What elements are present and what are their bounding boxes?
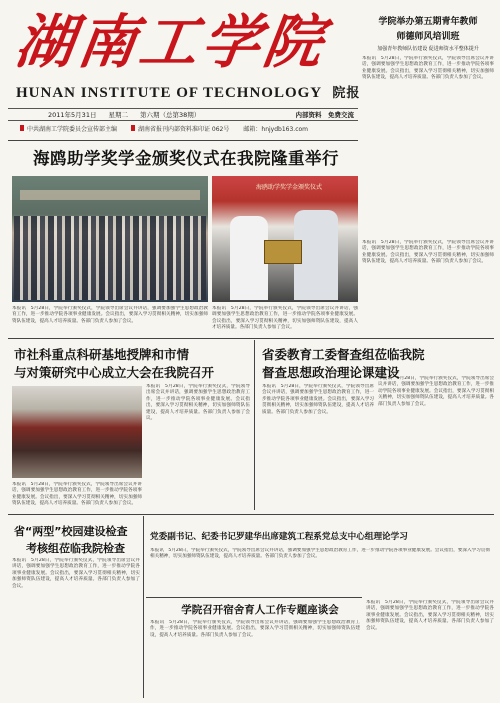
article4-body: 本报讯 5月28日，学院举行颁奖仪式，学院领导出席会议并讲话，强调要加强学生思想政治教育工作，进一步推动学院各项事业健康发展。会议指出，要深入学习贯彻相关精神，切实加强师资队伍建设，提高人才培养质量。各部门负责人参加了会议。: [12, 558, 140, 589]
group-photo: [12, 176, 208, 302]
article3-body-left: 本报讯 5月28日，学院举行颁奖仪式，学院领导出席会议并讲话，强调要加强学生思想政治教育工作，进一步推动学院各项事业健康发展。会议指出，要深入学习贯彻相关精神，切实加强师资队伍建设，提高人才培养质量。各部门负责人参加了会议。: [262, 384, 374, 415]
divider: [8, 514, 494, 515]
article5-title: 党委副书记、纪委书记罗建华出席建筑工程系党总支中心组理论学习: [150, 532, 408, 542]
serial-text: 湖南省报刊内部资料准印证 062号: [131, 124, 229, 133]
divider: [8, 140, 358, 141]
sponsor-text: 中共湖南工学院委员会宣传部主编: [20, 124, 117, 133]
sidebar-title-line1: 学院举办第五期青年教师: [378, 17, 478, 27]
main-headline: 海鸥助学奖学金颁奖仪式在我院隆重举行: [33, 149, 339, 168]
article5-continued-body: 本报讯 5月28日，学院举行颁奖仪式，学院领导出席会议并讲话，强调要加强学生思想政治教育工作，进一步推动学院各项事业健康发展。会议指出，要深入学习贯彻相关精神，切实加强师资队伍建设，提高人才培养质量。各部门负责人参加了会议。: [366, 600, 494, 631]
article4-title-line1: 省“两型”校园建设检查: [14, 525, 128, 538]
email-text: 邮箱：hnjydb163.com: [243, 125, 309, 133]
award-photo: 海鸥助学奖学金颁奖仪式: [212, 176, 358, 302]
group-photo-caption: 本报讯 5月28日，学院举行颁奖仪式，学院领导出席会议并讲话，强调要加强学生思想政治教育工作，进一步推动学院各项事业健康发展。会议指出，要深入学习贯彻相关精神，切实加强师资队伍建设，提高人才培养质量。各部门负责人参加了会议。: [12, 306, 208, 324]
article2-body: 本报讯 5月28日，学院举行颁奖仪式，学院领导出席会议并讲话，强调要加强学生思想政治教育工作，进一步推动学院各项事业健康发展。会议指出，要深入学习贯彻相关精神，切实加强师资队伍建设，提高人才培养质量。各部门负责人参加了会议。: [146, 384, 250, 422]
red-marker-icon: [20, 125, 24, 131]
internal-note: 内部资料 免费交流: [295, 111, 354, 119]
divider: [146, 597, 362, 598]
weekday: 星期二: [108, 111, 128, 119]
column-divider: [254, 340, 255, 510]
article2-title-line1: 市社科重点科研基地授牌和市情: [14, 347, 190, 362]
masthead-english-name: HUNAN INSTITUTE OF TECHNOLOGY: [16, 85, 322, 101]
article2-caption: 本报讯 5月28日，学院举行颁奖仪式，学院领导出席会议并讲话，强调要加强学生思想政治教育工作，进一步推动学院各项事业健康发展。会议指出，要深入学习贯彻相关精神，切实加强师资队伍建设，提高人才培养质量。各部门负责人参加了会议。: [12, 482, 142, 507]
meeting-photo: [12, 386, 142, 478]
sidebar-body: 本报讯 5月28日，学院举行颁奖仪式，学院领导出席会议并讲话，强调要加强学生思想政治教育工作，进一步推动学院各项事业健康发展。会议指出，要深入学习贯彻相关精神，切实加强师资队伍建设，提高人才培养质量。各部门负责人参加了会议。: [362, 56, 494, 81]
publisher-line: [8, 123, 358, 133]
article3-title-line2: 督查思想政治理论课建设: [262, 365, 400, 380]
sidebar-title-line2: 师德师风培训班: [396, 32, 460, 42]
article3-body-right: 本报讯 5月28日，学院举行颁奖仪式，学院领导出席会议并讲话，强调要加强学生思想政治教育工作，进一步推动学院各项事业健康发展。会议指出，要深入学习贯彻相关精神，切实加强师资队伍建设，提高人才培养质量。各部门负责人参加了会议。: [378, 376, 494, 407]
article5-body: 本报讯 5月28日，学院举行颁奖仪式，学院领导出席会议并讲话，强调要加强学生思想政治教育工作，进一步推动学院各项事业健康发展。会议指出，要深入学习贯彻相关精神，切实加强师资队伍建设，提高人才培养质量。各部门负责人参加了会议。: [150, 548, 490, 560]
article6-body: 本报讯 5月28日，学院举行颁奖仪式，学院领导出席会议并讲话，强调要加强学生思想政治教育工作，进一步推动学院各项事业健康发展。会议指出，要深入学习贯彻相关精神，切实加强师资队伍建设，提高人才培养质量。各部门负责人参加了会议。: [150, 620, 360, 638]
red-marker-icon: [131, 125, 135, 131]
sidebar-continued-body: 本报讯 5月28日，学院举行颁奖仪式，学院领导出席会议并讲话，强调要加强学生思想政治教育工作，进一步推动学院各项事业健康发展。会议指出，要深入学习贯彻相关精神，切实加强师资队伍建设，提高人才培养质量。各部门负责人参加了会议。: [362, 240, 494, 265]
divider: [8, 338, 494, 339]
issue-number: 第六期（总第38期）: [139, 111, 201, 119]
award-photo-caption: 本报讯 5月28日，学院举行颁奖仪式，学院领导出席会议并讲话，强调要加强学生思想政治教育工作，进一步推动学院各项事业健康发展。会议指出，要深入学习贯彻相关精神，切实加强师资队伍建设，提高人才培养质量。各部门负责人参加了会议。: [212, 306, 358, 331]
article3-title-line1: 省委教育工委督查组莅临我院: [262, 347, 425, 362]
column-divider: [143, 516, 144, 698]
sidebar-subtitle: 加强青年教师队伍建设 促进师资水平整体提升: [377, 46, 479, 52]
article4-title-line2: 考核组莅临我院检查: [26, 542, 125, 555]
masthead-title: 湖南工学院: [11, 8, 331, 76]
masthead-english: [16, 82, 360, 102]
article6-title: 学院召开宿舍育人工作专题座谈会: [181, 604, 339, 616]
dateline: [8, 108, 358, 121]
masthead-tag: 院报: [332, 86, 361, 101]
issue-date: 2011年5月31日: [48, 111, 97, 119]
article2-title-line2: 与对策研究中心成立大会在我院召开: [14, 365, 215, 380]
sidebar-article: [362, 6, 494, 236]
